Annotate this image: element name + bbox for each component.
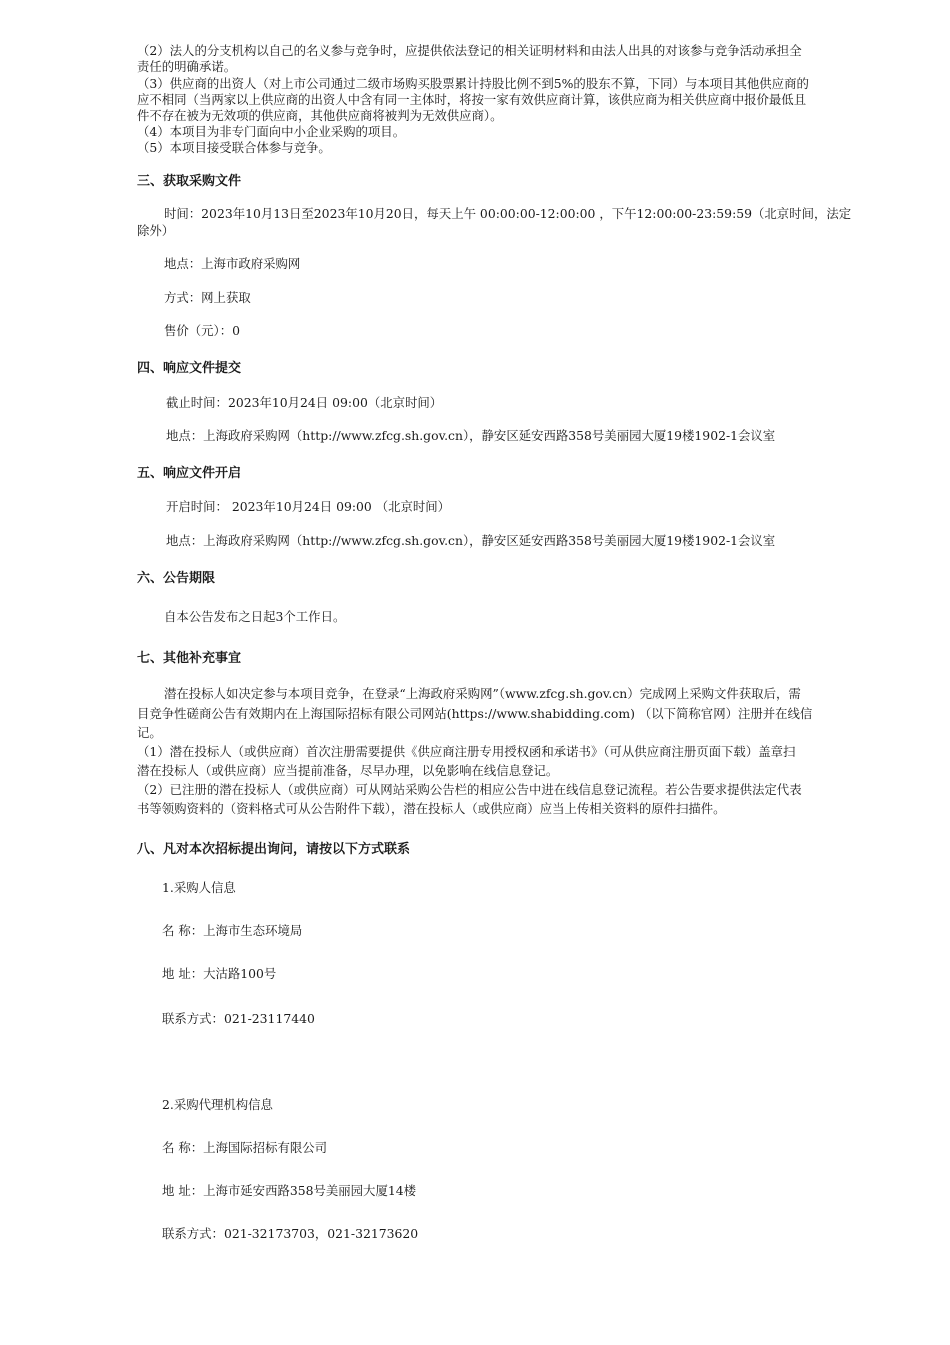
- buyer-contact-row: [137, 1011, 907, 1031]
- obtain-place-row: [137, 256, 907, 276]
- note-line: 应不相同（当两家以上供应商的出资人中含有同一主体时，将按一家有效供应商计算，该供应商为相关供应商中报价最低且: [137, 92, 807, 107]
- submission-deadline: 截止时间：2023年10月24日 09:00（北京时间）: [166, 395, 443, 410]
- note-line: （2）法人的分支机构以自己的名义参与竞争时，应提供依法登记的相关证明材料和由法人出具的对该参与竞争活动承担全: [137, 43, 802, 58]
- supplementary-line: （1）潜在投标人（或供应商）首次注册需要提供《供应商注册专用授权函和承诺书》（可从供应商注册页面下载）盖章扫: [137, 744, 796, 759]
- submission-place: 地点：上海政府采购网（http://www.zfcg.sh.gov.cn），静安区延安西路358号美丽园大厦19楼1902-1会议室: [166, 428, 776, 443]
- agent-name: 名 称：上海国际招标有限公司: [162, 1140, 328, 1155]
- opening-place-row: [137, 533, 907, 553]
- agent-title-row: [137, 1097, 907, 1117]
- buyer-address: 地 址：大沽路100号: [162, 966, 277, 981]
- obtain-method-row: [137, 290, 907, 310]
- submission-place-row: [137, 428, 907, 448]
- section-heading-submission: 四、响应文件提交: [137, 361, 242, 376]
- announcement-period: 自本公告发布之日起3个工作日。: [164, 609, 346, 624]
- agent-contact-row: [137, 1226, 907, 1246]
- supplementary-line: 目竞争性磋商公告有效期内在上海国际招标有限公司网站(https://www.shabidding.com) （以下简称官网）注册并在线信: [137, 706, 813, 721]
- note-line: （3）供应商的出资人（对上市公司通过二级市场购买股票累计持股比例不到5%的股东不算，下同）与本项目其他供应商的: [137, 76, 809, 91]
- supplementary-line: 书等领购资料的（资料格式可从公告附件下载），潜在投标人（或供应商）应当上传相关资料的原件扫描件。: [137, 801, 726, 816]
- obtain-time-line: 时间：2023年10月13日至2023年10月20日，每天上午 00:00:00-12:00:00 ，下午12:00:00-23:59:59（北京时间，法定: [164, 206, 852, 221]
- supplementary-line: 潜在投标人如决定参与本项目竞争，在登录“上海政府采购网”（www.zfcg.sh.gov.cn）完成网上采购文件获取后，需: [164, 686, 801, 701]
- note-line: （4）本项目为非专门面向中小企业采购的项目。: [137, 124, 406, 139]
- buyer-address-row: [137, 966, 907, 986]
- agent-info-title: 2.采购代理机构信息: [162, 1097, 273, 1112]
- buyer-contact: 联系方式：021-23117440: [162, 1011, 315, 1026]
- note-line: 件不存在被为无效项的供应商，其他供应商将被判为无效供应商）。: [137, 108, 503, 123]
- qualification-notes: [137, 43, 907, 173]
- supplementary-text: [137, 686, 907, 821]
- obtain-place: 地点：上海市政府采购网: [164, 256, 301, 271]
- announcement-period-row: [137, 609, 907, 629]
- obtain-price: 售价（元）：0: [164, 323, 241, 338]
- agent-address: 地 址：上海市延安西路358号美丽园大厦14楼: [162, 1183, 416, 1198]
- buyer-info-title: 1.采购人信息: [162, 880, 236, 895]
- opening-place: 地点：上海政府采购网（http://www.zfcg.sh.gov.cn），静安区延安西路358号美丽园大厦19楼1902-1会议室: [166, 533, 776, 548]
- note-line: 责任的明确承诺。: [137, 59, 237, 74]
- supplementary-line: 记。: [137, 725, 162, 740]
- section-heading-opening: 五、响应文件开启: [137, 466, 242, 481]
- section-heading-supplementary: 七、其他补充事宜: [137, 651, 242, 666]
- obtain-price-row: [137, 323, 907, 343]
- buyer-name: 名 称：上海市生态环境局: [162, 923, 303, 938]
- submission-deadline-row: [137, 395, 907, 415]
- obtain-time: [137, 206, 907, 242]
- agent-name-row: [137, 1140, 907, 1160]
- opening-time-row: [137, 499, 907, 519]
- supplementary-line: 潜在投标人（或供应商）应当提前准备，尽早办理，以免影响在线信息登记。: [137, 763, 559, 778]
- buyer-title-row: [137, 880, 907, 900]
- section-heading-obtain-documents: 三、获取采购文件: [137, 174, 242, 189]
- section-heading-contact: 八、凡对本次招标提出询问，请按以下方式联系: [137, 842, 411, 857]
- obtain-time-line: 除外）: [137, 223, 175, 238]
- buyer-name-row: [137, 923, 907, 943]
- note-line: （5）本项目接受联合体参与竞争。: [137, 140, 331, 155]
- opening-time: 开启时间： 2023年10月24日 09:00 （北京时间）: [166, 499, 451, 514]
- section-heading-announcement-period: 六、公告期限: [137, 571, 216, 586]
- obtain-method: 方式：网上获取: [164, 290, 251, 305]
- agent-address-row: [137, 1183, 907, 1203]
- agent-contact: 联系方式：021-32173703，021-32173620: [162, 1226, 419, 1241]
- supplementary-line: （2）已注册的潜在投标人（或供应商）可从网站采购公告栏的相应公告中进在线信息登记流程。若公告要求提供法定代表: [137, 782, 802, 797]
